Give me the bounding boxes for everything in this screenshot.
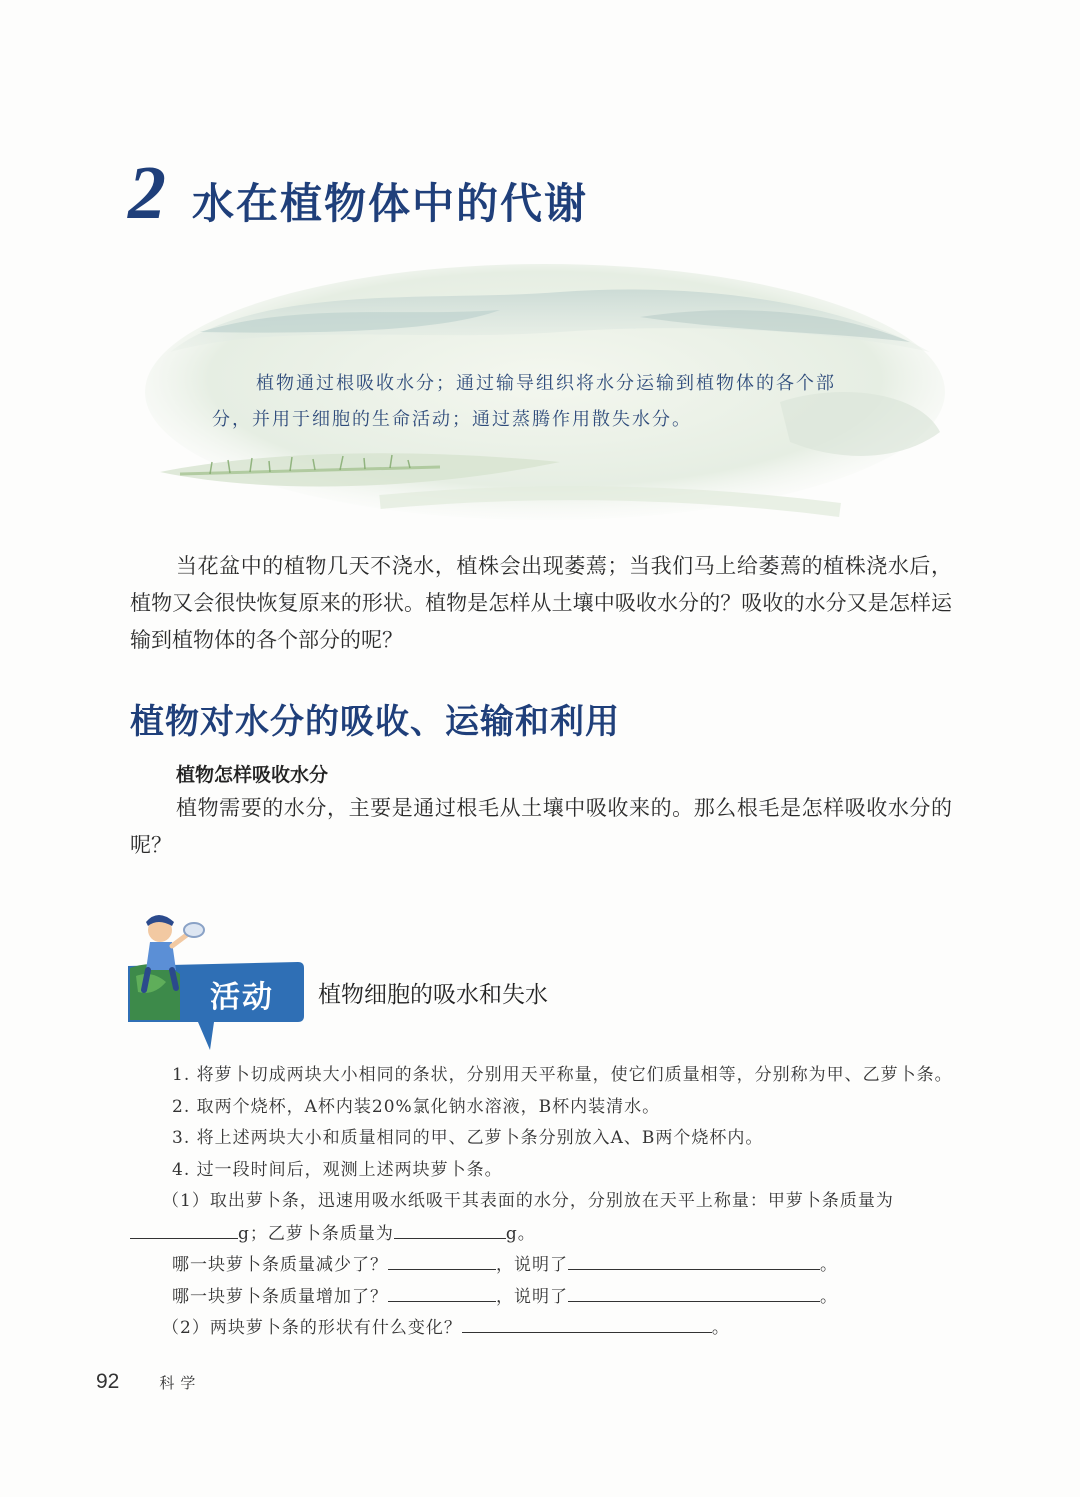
question-2 <box>130 1312 960 1344</box>
subsection-heading: 植物怎样吸收水分 <box>176 764 329 786</box>
increase-question: 哪一块萝卜条质量增加了？ <box>172 1286 388 1307</box>
chapter-heading: 水在植物体中的代谢 <box>192 179 589 228</box>
answer-blank-decrease[interactable] <box>388 1249 496 1270</box>
intro-paragraph: 当花盆中的植物几天不浇水，植株会出现萎蔫；当我们马上给萎蔫的植株浇水后，植物又会很快恢复原来的形状。植物是怎样从土壤中吸收水分的？吸收的水分又是怎样运输到植物体的各个部分的呢？ <box>130 554 952 652</box>
activity-steps <box>130 1060 960 1344</box>
question-1-weights <box>130 1218 960 1250</box>
answer-blank-increase[interactable] <box>388 1281 496 1302</box>
chapter-summary-text: 植物通过根吸收水分；通过输导组织将水分运输到植物体的各个部分，并用于细胞的生命活动；通过蒸腾作用散失水分。 <box>212 373 836 430</box>
question-1-intro: （1）取出萝卜条，迅速用吸水纸吸干其表面的水分，分别放在天平上称量：甲萝卜条质量为 <box>162 1191 894 1211</box>
answer-blank-increase-reason[interactable] <box>568 1281 820 1302</box>
chapter-title <box>128 150 588 237</box>
activity-title: 植物细胞的吸水和失水 <box>318 982 548 1008</box>
weight-b-label: g；乙萝卜条质量为 <box>238 1223 394 1244</box>
period: 。 <box>711 1318 730 1338</box>
answer-blank-decrease-reason[interactable] <box>568 1249 820 1270</box>
decrease-question: 哪一块萝卜条质量减少了？ <box>172 1255 388 1275</box>
page-footer <box>96 1370 201 1394</box>
chapter-number: 2 <box>128 151 166 235</box>
shape-change-question: （2）两块萝卜条的形状有什么变化？ <box>162 1318 462 1338</box>
unit-end: g。 <box>505 1223 536 1244</box>
page-number: 92 <box>96 1370 120 1393</box>
chapter-summary-box <box>140 262 950 522</box>
answer-blank-weight-b[interactable] <box>394 1218 506 1239</box>
explain-label: ，说明了 <box>496 1286 568 1307</box>
explain-label: ，说明了 <box>496 1255 568 1275</box>
activity-header <box>128 908 648 1058</box>
step-3: 3. 将上述两块大小和质量相同的甲、乙萝卜条分别放入A、B两个烧杯内。 <box>172 1128 764 1148</box>
section-heading: 植物对水分的吸收、运输和利用 <box>130 702 620 742</box>
period: 。 <box>820 1255 838 1275</box>
step-2: 2. 取两个烧杯，A杯内装20%氯化钠水溶液，B杯内装清水。 <box>172 1096 661 1117</box>
step-4: 4. 过一段时间后，观测上述两块萝卜条。 <box>172 1159 503 1180</box>
period: 。 <box>820 1286 838 1307</box>
body-paragraph: 植物需要的水分，主要是通过根毛从土壤中吸收来的。那么根毛是怎样吸收水分的呢？ <box>130 796 952 857</box>
question-decrease <box>130 1249 960 1281</box>
subject-label: 科学 <box>159 1374 202 1392</box>
step-1: 1. 将萝卜切成两块大小相同的条状，分别用天平称量，使它们质量相等，分别称为甲、乙萝卜条。 <box>172 1065 953 1085</box>
activity-badge: 活动 <box>210 980 274 1015</box>
answer-blank-shape-change[interactable] <box>462 1312 712 1333</box>
question-increase <box>130 1281 960 1313</box>
answer-blank-weight-a[interactable] <box>130 1218 238 1239</box>
